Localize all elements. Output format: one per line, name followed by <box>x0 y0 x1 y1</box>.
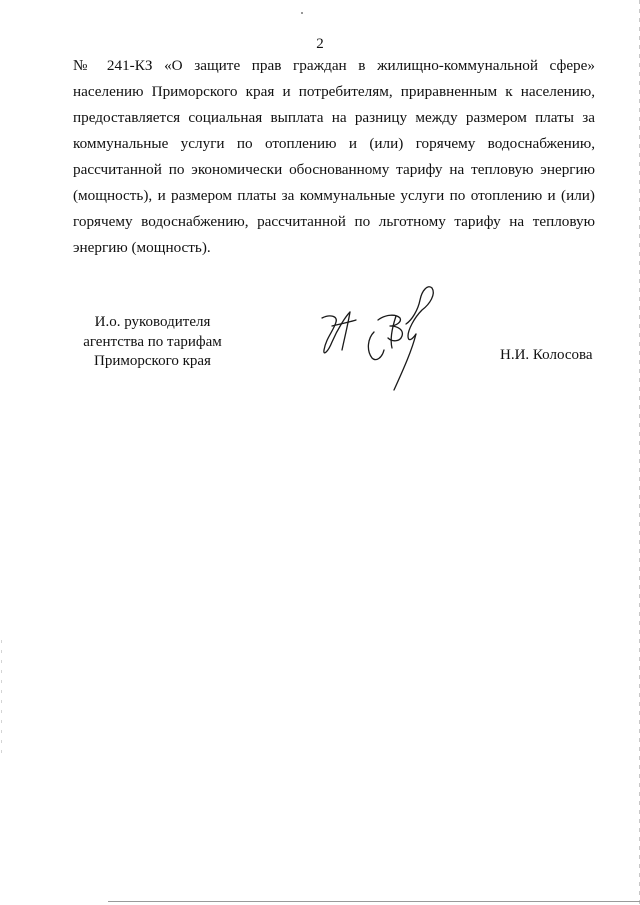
signatory-title-line: И.о. руководителя <box>94 314 211 330</box>
signatory-title-line: агентства по тарифам <box>83 333 222 350</box>
body-paragraph: № 241-КЗ «О защите прав граждан в жилищно-коммунальной сфере» населению Приморского края и потребителям, приравненным к населению, предоставляется социальная выплата на разницу между размером платы за коммунальные услуги по отоплению и (или) горячему водоснабжению, рассчитанной по экономически обоснованному тарифу на тепловую энергию (мощность), и размером платы за коммунальные услуги по отоплению и (или) горячему водоснабжению, рассчитанной по льготному тарифу на тепловую энергию (мощность). <box>73 57 595 256</box>
scan-bottom-line <box>108 901 640 902</box>
scan-speck <box>301 12 303 14</box>
signatory-title <box>70 313 235 372</box>
page-number: 2 <box>316 36 324 52</box>
handwritten-signature-icon <box>312 280 442 398</box>
signatory-name: Н.И. Колосова <box>500 347 593 363</box>
signatory-title-line: Приморского края <box>94 353 211 369</box>
scan-edge-left <box>1 640 2 760</box>
